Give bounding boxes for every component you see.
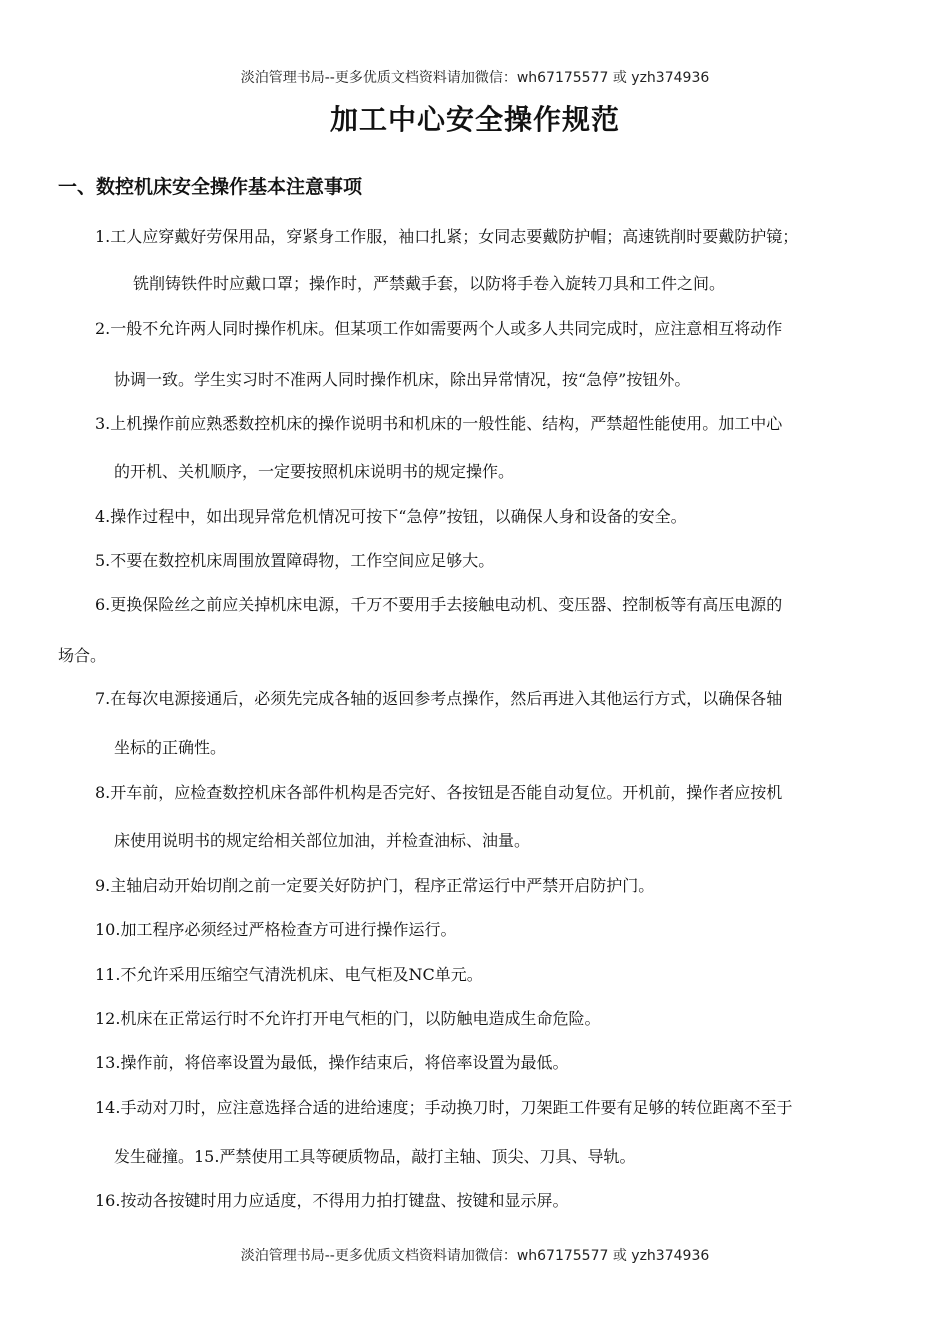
rule-line: 1.工人应穿戴好劳保用品，穿紧身工作服，袖口扎紧；女同志要戴防护帽；高速铣削时要戴防护镜；	[95, 227, 799, 246]
rule-line: 的开机、关机顺序，一定要按照机床说明书的规定操作。	[114, 462, 515, 481]
rule-line: 13.操作前，将倍率设置为最低，操作结束后，将倍率设置为最低。	[95, 1053, 569, 1072]
rule-line: 4.操作过程中，如出现异常危机情况可按下“急停”按钮，以确保人身和设备的安全。	[95, 507, 687, 526]
rule-line: 10.加工程序必须经过严格检查方可进行操作运行。	[95, 920, 457, 939]
rule-line: 协调一致。学生实习时不准两人同时操作机床，除出异常情况，按“急停”按钮外。	[114, 370, 691, 389]
rule-line: 7.在每次电源接通后，必须先完成各轴的返回参考点操作，然后再进入其他运行方式，以确保各轴	[95, 689, 783, 708]
rule-line: 14.手动对刀时，应注意选择合适的进给速度；手动换刀时，刀架距工件要有足够的转位距离不至于	[95, 1098, 793, 1117]
rule-line: 8.开车前，应检查数控机床各部件机构是否完好、各按钮是否能自动复位。开机前，操作者应按机	[95, 783, 783, 802]
page-header: 淡泊管理书局--更多优质文档资料请加微信：wh67175577 或 yzh374936	[240, 70, 710, 86]
rule-line: 2.一般不允许两人同时操作机床。但某项工作如需要两个人或多人共同完成时，应注意相互将动作	[95, 319, 783, 338]
rule-line: 场合。	[58, 646, 107, 665]
rule-line: 9.主轴启动开始切削之前一定要关好防护门，程序正常运行中严禁开启防护门。	[95, 876, 655, 895]
rule-line: 16.按动各按键时用力应适度，不得用力拍打键盘、按键和显示屏。	[95, 1191, 569, 1210]
rule-line: 床使用说明书的规定给相关部位加油，并检查油标、油量。	[114, 831, 531, 850]
rule-line: 发生碰撞。15.严禁使用工具等硬质物品，敲打主轴、顶尖、刀具、导轨。	[114, 1147, 636, 1166]
page-footer: 淡泊管理书局--更多优质文档资料请加微信：wh67175577 或 yzh374936	[240, 1248, 710, 1264]
rule-line: 3.上机操作前应熟悉数控机床的操作说明书和机床的一般性能、结构，严禁超性能使用。加工中心	[95, 414, 783, 433]
rule-line: 坐标的正确性。	[114, 738, 227, 757]
section-heading: 一、数控机床安全操作基本注意事项	[58, 176, 363, 198]
page-title: 加工中心安全操作规范	[329, 103, 620, 136]
rule-line: 6.更换保险丝之前应关掉机床电源，千万不要用手去接触电动机、变压器、控制板等有高压电源的	[95, 595, 783, 614]
rule-line: 11.不允许采用压缩空气清洗机床、电气柜及NC单元。	[95, 965, 483, 984]
rule-line: 12.机床在正常运行时不允许打开电气柜的门，以防触电造成生命危险。	[95, 1009, 601, 1028]
rule-line: 5.不要在数控机床周围放置障碍物，工作空间应足够大。	[95, 551, 495, 570]
rule-line: 铣削铸铁件时应戴口罩；操作时，严禁戴手套，以防将手卷入旋转刀具和工件之间。	[133, 274, 726, 293]
